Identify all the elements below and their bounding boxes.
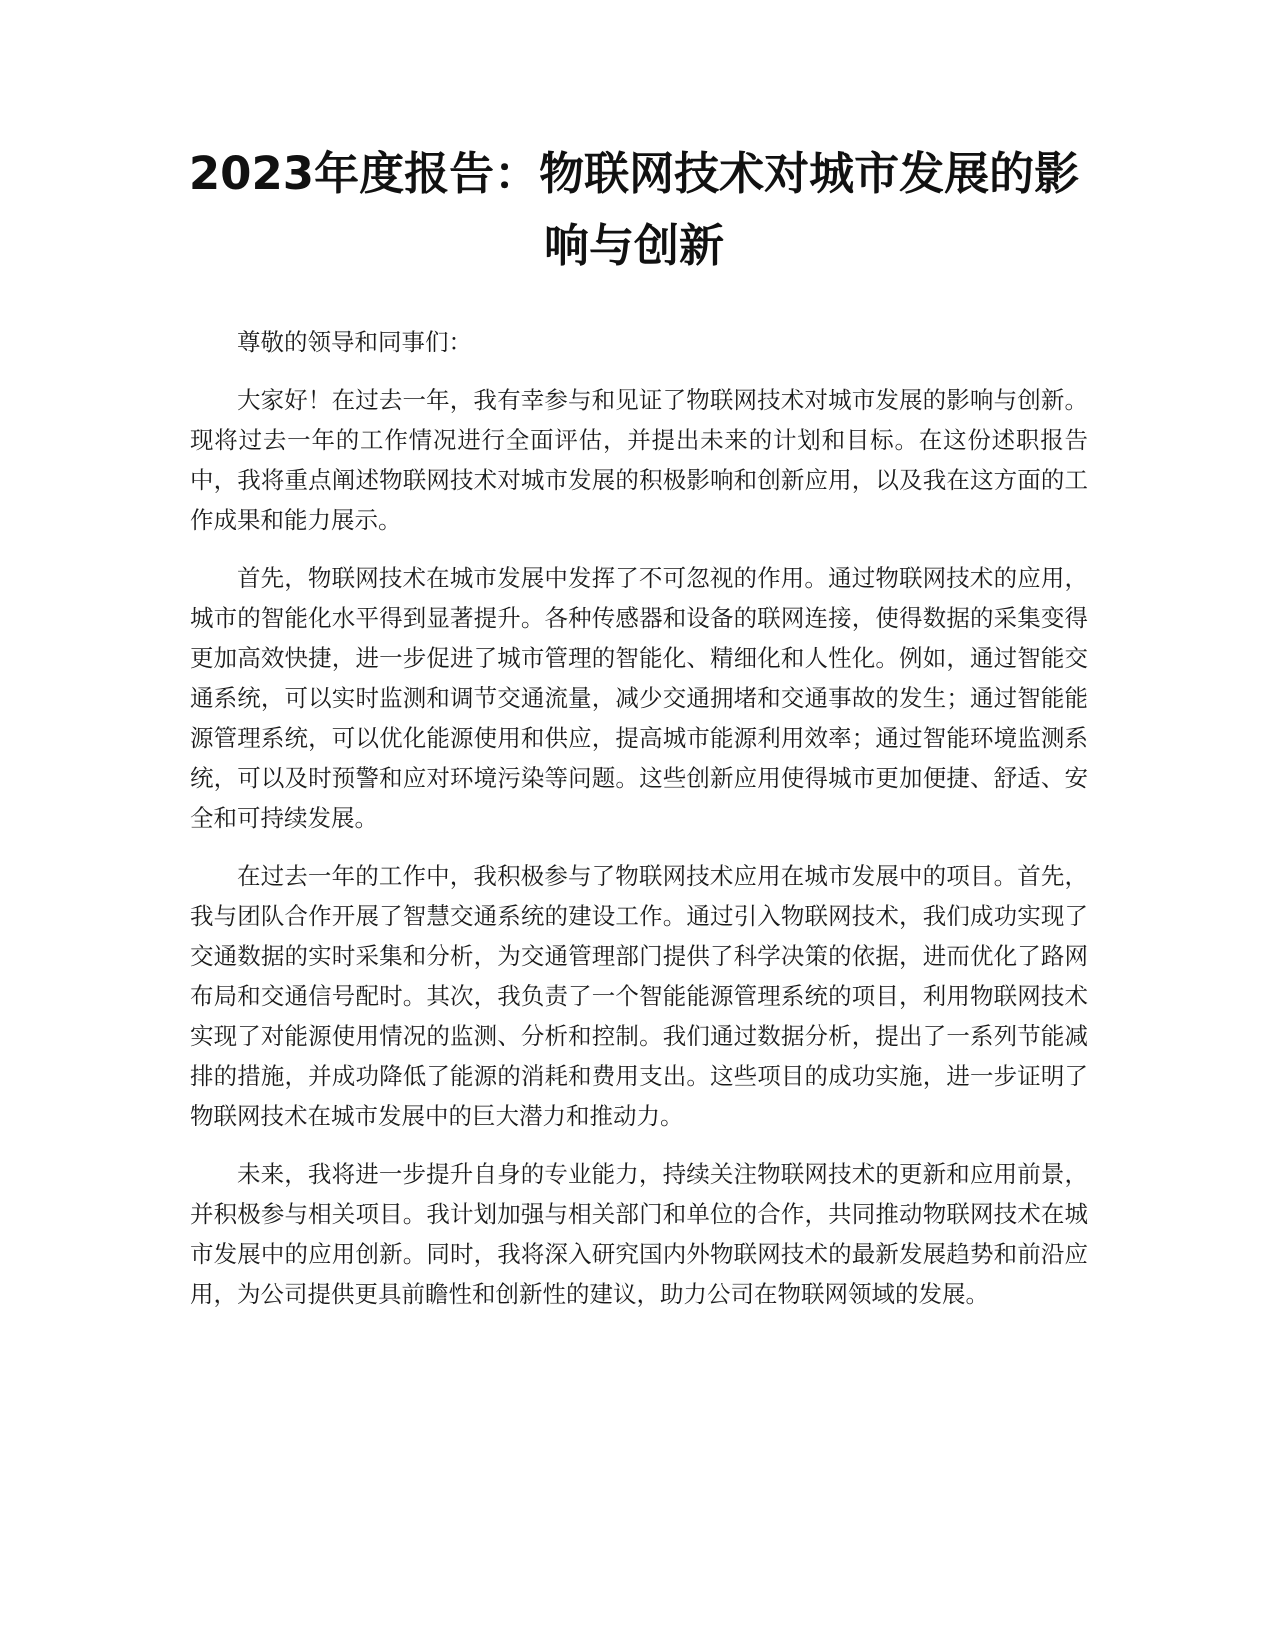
salutation: 尊敬的领导和同事们：	[237, 328, 472, 356]
paragraph-work: 在过去一年的工作中，我积极参与了物联网技术应用在城市发展中的项目。首先，我与团队合作开展了智慧交通系统的建设工作。通过引入物联网技术，我们成功实现了交通数据的实时采集和分析，为交通管理部门提供了科学决策的依据，进而优化了路网布局和交通信号配时。其次，我负责了一个智能能源管理系统的项目，利用物联网技术实现了对能源使用情况的监测、分析和控制。我们通过数据分析，提出了一系列节能减排的措施，并成功降低了能源的消耗和费用支出。这些项目的成功实施，进一步证明了物联网技术在城市发展中的巨大潜力和推动力。	[190, 862, 1088, 1130]
paragraph-impact: 首先，物联网技术在城市发展中发挥了不可忽视的作用。通过物联网技术的应用，城市的智能化水平得到显著提升。各种传感器和设备的联网连接，使得数据的采集变得更加高效快捷，进一步促进了城市管理的智能化、精细化和人性化。例如，通过智能交通系统，可以实时监测和调节交通流量，减少交通拥堵和交通事故的发生；通过智能能源管理系统，可以优化能源使用和供应，提高城市能源利用效率；通过智能环境监测系统，可以及时预警和应对环境污染等问题。这些创新应用使得城市更加便捷、舒适、安全和可持续发展。	[190, 564, 1088, 832]
document-body	[190, 322, 1088, 1332]
paragraph-intro: 大家好！在过去一年，我有幸参与和见证了物联网技术对城市发展的影响与创新。现将过去一年的工作情况进行全面评估，并提出未来的计划和目标。在这份述职报告中，我将重点阐述物联网技术对城市发展的积极影响和创新应用，以及我在这方面的工作成果和能力展示。	[190, 386, 1088, 534]
document-title: 2023年度报告：物联网技术对城市发展的影响与创新	[188, 147, 1080, 272]
paragraph-future: 未来，我将进一步提升自身的专业能力，持续关注物联网技术的更新和应用前景，并积极参与相关项目。我计划加强与相关部门和单位的合作，共同推动物联网技术在城市发展中的应用创新。同时，我将深入研究国内外物联网技术的最新发展趋势和前沿应用，为公司提供更具前瞻性和创新性的建议，助力公司在物联网领域的发展。	[190, 1160, 1088, 1308]
